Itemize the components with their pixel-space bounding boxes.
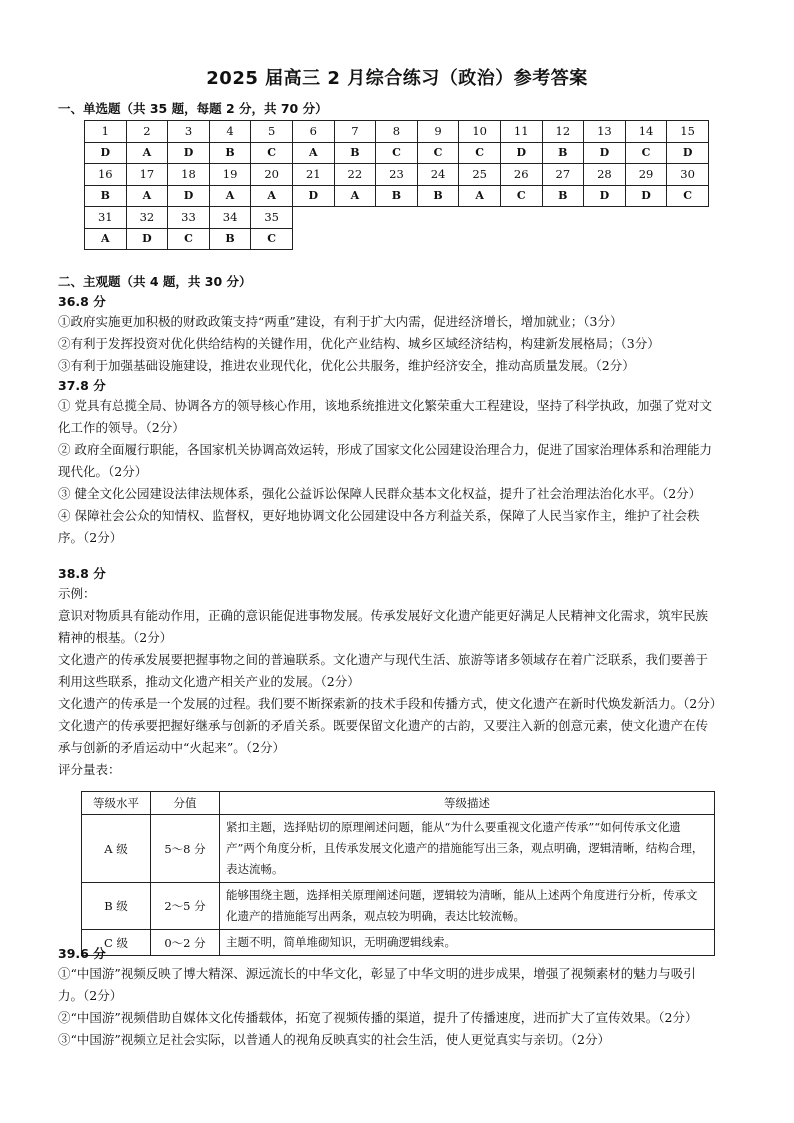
empty-cell [376,207,418,229]
rubric-score: 2～5 分 [151,883,220,930]
answer-letter: D [126,228,168,250]
answer-letter-row [85,142,709,164]
answer-letter-row [85,228,709,250]
question-number: 15 [667,121,709,143]
answer-letter: C [376,142,418,164]
question-number: 9 [417,121,459,143]
answer-letter: C [459,142,501,164]
q38-line: 意识对物质具有能动作用，正确的意识能促进事物发展。传承发展好文化遗产能更好满足人民精神文化需求，筑牢民族精神的根基。（2分） [58,608,709,645]
question-number: 19 [209,164,251,186]
answer-letter: C [625,142,667,164]
rubric-header-row [82,792,715,815]
q38-line: 文化遗产的传承是一个发展的过程。我们要不断探索新的技术手段和传播方式，使文化遗产在新时代焕发新活力。（2分） [58,696,723,711]
question-number: 5 [251,121,293,143]
question-number: 2 [126,121,168,143]
answer-letter: A [126,142,168,164]
answer-letter: C [667,185,709,207]
question-number: 25 [459,164,501,186]
q37-line: ③ 健全文化公园建设法律法规体系，强化公益诉讼保障人民群众基本文化权益，提升了社会治理法治化水平。（2分） [58,486,702,501]
answer-letter: A [334,185,376,207]
answer-letter: D [168,185,210,207]
empty-cell [542,207,584,229]
q37-line: ① 党具有总揽全局、协调各方的领导核心作用，该地系统推进文化繁荣重大工程建设，坚持了科学执政，加强了党对文化工作的领导。（2分） [58,398,712,435]
answer-letter-row [85,185,709,207]
answer-letter: B [334,142,376,164]
question-number: 7 [334,121,376,143]
q38-heading: 38.8 分 [58,566,106,581]
question-number: 14 [625,121,667,143]
page-title: 2025 届高三 2 月综合练习（政治）参考答案 [206,68,588,89]
answer-letter: B [542,185,584,207]
q39-answer [58,963,718,1051]
question-number: 26 [500,164,542,186]
question-number: 17 [126,164,168,186]
rubric-row [82,883,715,930]
rubric-desc: 主题不明，简单堆砌知识，无明确逻辑线索。 [220,930,715,956]
q37-line: ② 政府全面履行职能，各国家机关协调高效运转，形成了国家文化公园建设治理合力，促进了国家治理体系和治理能力现代化。（2分） [58,442,712,479]
empty-cell [459,207,501,229]
question-number: 33 [168,207,210,229]
q39-line: ①“中国游”视频反映了博大精深、源远流长的中华文化，彰显了中华文明的进步成果，增强了视频素材的魅力与吸引力。（2分） [58,966,696,1003]
empty-cell [500,207,542,229]
empty-cell [625,228,667,250]
rubric-header-score: 分值 [151,792,220,815]
answer-letter: D [584,142,626,164]
question-number: 16 [85,164,127,186]
empty-cell [584,228,626,250]
empty-cell [334,207,376,229]
empty-cell [667,228,709,250]
rubric-label: 评分量表： [58,762,121,777]
empty-cell [542,228,584,250]
q36-line: ②有利于发挥投资对优化供给结构的关键作用，优化产业结构、城乡区域经济结构，构建新发展格局；（3分） [58,336,660,351]
answer-letter: B [209,142,251,164]
answer-letter: A [251,185,293,207]
rubric-desc: 能够围绕主题，选择相关原理阐述问题，逻辑较为清晰，能从上述两个角度进行分析，传承文化遗产的措施能写出两条，观点较为明确，表达比较流畅。 [220,883,715,930]
answer-letter: D [168,142,210,164]
q39-line: ③“中国游”视频立足社会实际，以普通人的视角反映真实的社会生活，使人更觉真实与亲切。（2分） [58,1032,610,1047]
answer-letter: D [625,185,667,207]
rubric-desc: 紧扣主题，选择贴切的原理阐述问题，能从“为什么要重视文化遗产传承”“如何传承文化遗产”两个角度分析，且传承发展文化遗产的措施能写出三条，观点明确，逻辑清晰，结构合理，表达流畅。 [220,815,715,883]
question-number: 8 [376,121,418,143]
q36-answer [58,311,718,377]
q36-line: ③有利于加强基础设施建设，推进农业现代化，优化公共服务，维护经济安全，推动高质量发展。（2分） [58,358,635,373]
answer-letter: C [168,228,210,250]
answer-letter: D [292,185,334,207]
answer-number-row [85,164,709,186]
question-number: 18 [168,164,210,186]
empty-cell [500,228,542,250]
answer-letter: A [85,228,127,250]
answer-letter: D [584,185,626,207]
answer-letter: A [209,185,251,207]
empty-cell [417,228,459,250]
q39-line: ②“中国游”视频借助自媒体文化传播载体，拓宽了视频传播的渠道，提升了传播速度，进而扩大了宣传效果。（2分） [58,1010,698,1025]
answer-letter: A [126,185,168,207]
empty-cell [292,228,334,250]
answer-letter: B [85,185,127,207]
rubric-level: B 级 [82,883,151,930]
q36-line: ①政府实施更加积极的财政政策支持“两重”建设，有利于扩大内需，促进经济增长，增加就业；（3分） [58,314,623,329]
answer-letter: D [667,142,709,164]
answer-letter: C [251,228,293,250]
rubric-table [81,791,715,956]
question-number: 4 [209,121,251,143]
question-number: 32 [126,207,168,229]
empty-cell [667,207,709,229]
empty-cell [334,228,376,250]
rubric-score: 5～8 分 [151,815,220,883]
question-number: 20 [251,164,293,186]
answer-letter: D [500,142,542,164]
empty-cell [376,228,418,250]
answer-letter: A [459,185,501,207]
rubric-level: A 级 [82,815,151,883]
rubric-header-level: 等级水平 [82,792,151,815]
answer-letter: B [209,228,251,250]
q37-heading: 37.8 分 [58,378,106,393]
section2-heading: 二、主观题（共 4 题，共 30 分） [58,274,252,289]
answer-letter: B [417,185,459,207]
rubric-row [82,815,715,883]
empty-cell [292,207,334,229]
question-number: 21 [292,164,334,186]
question-number: 29 [625,164,667,186]
question-number: 31 [85,207,127,229]
q37-answer [58,395,718,549]
answer-letter: C [251,142,293,164]
answer-letter: B [542,142,584,164]
rubric-score: 0～2 分 [151,930,220,956]
empty-cell [417,207,459,229]
empty-cell [625,207,667,229]
question-number: 10 [459,121,501,143]
q37-line: ④ 保障社会公众的知情权、监督权，更好地协调文化公园建设中各方利益关系，保障了人民当家作主，维护了社会秩序。（2分） [58,508,700,545]
answer-number-row [85,121,709,143]
question-number: 6 [292,121,334,143]
answer-key-table [84,120,709,250]
answer-letter: C [417,142,459,164]
question-number: 13 [584,121,626,143]
question-number: 30 [667,164,709,186]
question-number: 24 [417,164,459,186]
question-number: 34 [209,207,251,229]
rubric-level: C 级 [82,930,151,956]
q38-line: 文化遗产的传承要把握好继承与创新的矛盾关系。既要保留文化遗产的古韵，又要注入新的创意元素，使文化遗产在传承与创新的矛盾运动中“火起来”。（2分） [58,718,709,755]
question-number: 28 [584,164,626,186]
rubric-row [82,930,715,956]
answer-number-row [85,207,709,229]
question-number: 12 [542,121,584,143]
answer-letter: D [85,142,127,164]
q36-heading: 36.8 分 [58,294,106,309]
question-number: 1 [85,121,127,143]
empty-cell [459,228,501,250]
q39-heading: 39.6 分 [58,946,106,961]
rubric-header-desc: 等级描述 [220,792,715,815]
q38-answer [58,583,723,781]
answer-letter: C [500,185,542,207]
question-number: 27 [542,164,584,186]
question-number: 35 [251,207,293,229]
question-number: 22 [334,164,376,186]
question-number: 3 [168,121,210,143]
answer-letter: B [376,185,418,207]
q38-example-label: 示例： [58,586,96,601]
answer-letter: A [292,142,334,164]
section1-heading: 一、单选题（共 35 题，每题 2 分，共 70 分） [58,101,328,116]
question-number: 23 [376,164,418,186]
q38-line: 文化遗产的传承发展要把握事物之间的普遍联系。文化遗产与现代生活、旅游等诸多领域存在着广泛联系，我们要善于利用这些联系，推动文化遗产相关产业的发展。（2分） [58,652,709,689]
question-number: 11 [500,121,542,143]
empty-cell [584,207,626,229]
